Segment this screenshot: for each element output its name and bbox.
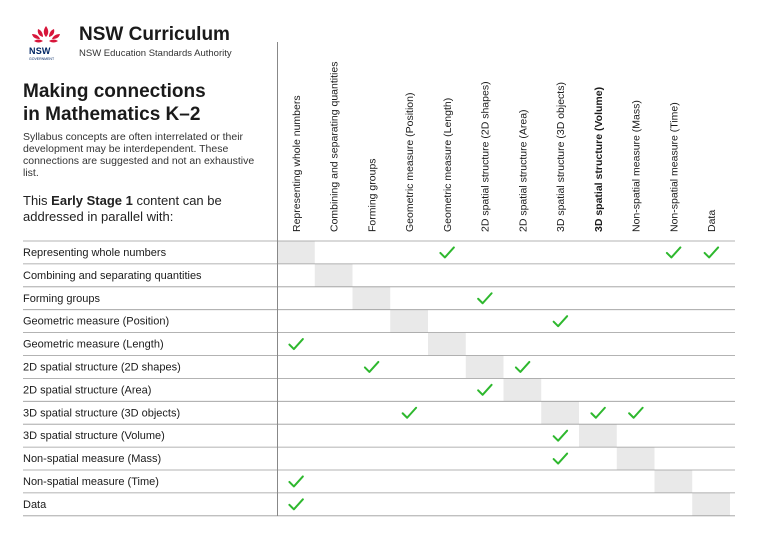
diagonal-cell <box>541 401 579 424</box>
column-header: 2D spatial structure (Area) <box>517 109 530 232</box>
diagonal-cell <box>315 264 353 287</box>
column-header: 3D spatial structure (3D objects) <box>555 82 568 232</box>
brand-title: NSW Curriculum <box>79 24 230 45</box>
check-icon <box>289 499 303 509</box>
check-icon <box>554 431 568 441</box>
check-icon <box>629 408 643 418</box>
stage-note-bold: Early Stage 1 <box>51 193 133 208</box>
column-header: Geometric measure (Position) <box>404 92 417 232</box>
row-label: 3D spatial structure (Volume) <box>23 430 165 443</box>
matrix-divider <box>277 42 278 516</box>
diagonal-cell <box>353 287 391 310</box>
stage-note-prefix: This <box>23 193 52 208</box>
logo-subtext: GOVERNMENT <box>29 57 55 61</box>
page-title-line-2: in Mathematics K–2 <box>23 104 201 125</box>
diagonal-cell <box>655 470 693 493</box>
row-label: Forming groups <box>23 292 101 305</box>
column-header: Geometric measure (Length) <box>441 97 454 232</box>
diagonal-cell <box>428 333 466 356</box>
column-header: 2D spatial structure (2D shapes) <box>479 81 492 232</box>
check-icon <box>478 293 492 303</box>
row-label: Geometric measure (Length) <box>23 338 164 351</box>
column-header: Non-spatial measure (Time) <box>668 102 681 232</box>
column-header: Forming groups <box>366 158 379 232</box>
diagonal-cell <box>390 310 428 333</box>
column-header: 3D spatial structure (Volume) <box>592 86 605 232</box>
row-label: Geometric measure (Position) <box>23 315 170 328</box>
row-label: Non-spatial measure (Time) <box>23 476 159 488</box>
diagonal-cell <box>617 447 655 470</box>
diagonal-cell <box>504 378 542 401</box>
row-label: 2D spatial structure (2D shapes) <box>23 361 181 374</box>
diagonal-cell <box>466 356 504 379</box>
column-header: Data <box>706 209 719 232</box>
row-label: Combining and separating quantities <box>23 269 202 282</box>
column-header: Non-spatial measure (Mass) <box>630 100 643 232</box>
diagonal-cell <box>277 241 315 264</box>
check-icon <box>667 247 681 257</box>
row-label: 2D spatial structure (Area) <box>23 384 152 397</box>
check-icon <box>554 454 568 464</box>
stage-note-suffix: content can be addressed in parallel with: <box>23 193 222 224</box>
diagonal-cell <box>579 424 617 447</box>
check-icon <box>403 408 417 418</box>
diagonal-cell <box>692 493 730 516</box>
brand-subtitle: NSW Education Standards Authority <box>79 48 232 59</box>
row-label: Data <box>23 498 47 511</box>
row-label: Representing whole numbers <box>23 247 167 259</box>
page-title-line-1: Making connections <box>23 81 206 102</box>
check-icon <box>591 408 605 418</box>
row-label: 3D spatial structure (3D objects) <box>23 407 181 420</box>
check-icon <box>554 316 568 326</box>
check-icon <box>705 247 719 257</box>
column-header: Representing whole numbers <box>290 95 303 232</box>
check-icon <box>289 476 303 486</box>
intro-paragraph: Syllabus concepts are often interrelated or their development may be interdependent. These connections are suggested and not an exhaustive list. <box>23 131 255 179</box>
check-icon <box>365 362 379 372</box>
check-icon <box>440 247 454 257</box>
row-label: Non-spatial measure (Mass) <box>23 453 162 466</box>
logo-text: NSW <box>29 46 51 56</box>
check-icon <box>289 339 303 349</box>
check-icon <box>516 362 530 372</box>
column-header: Combining and separating quantities <box>328 61 341 232</box>
check-icon <box>478 385 492 395</box>
